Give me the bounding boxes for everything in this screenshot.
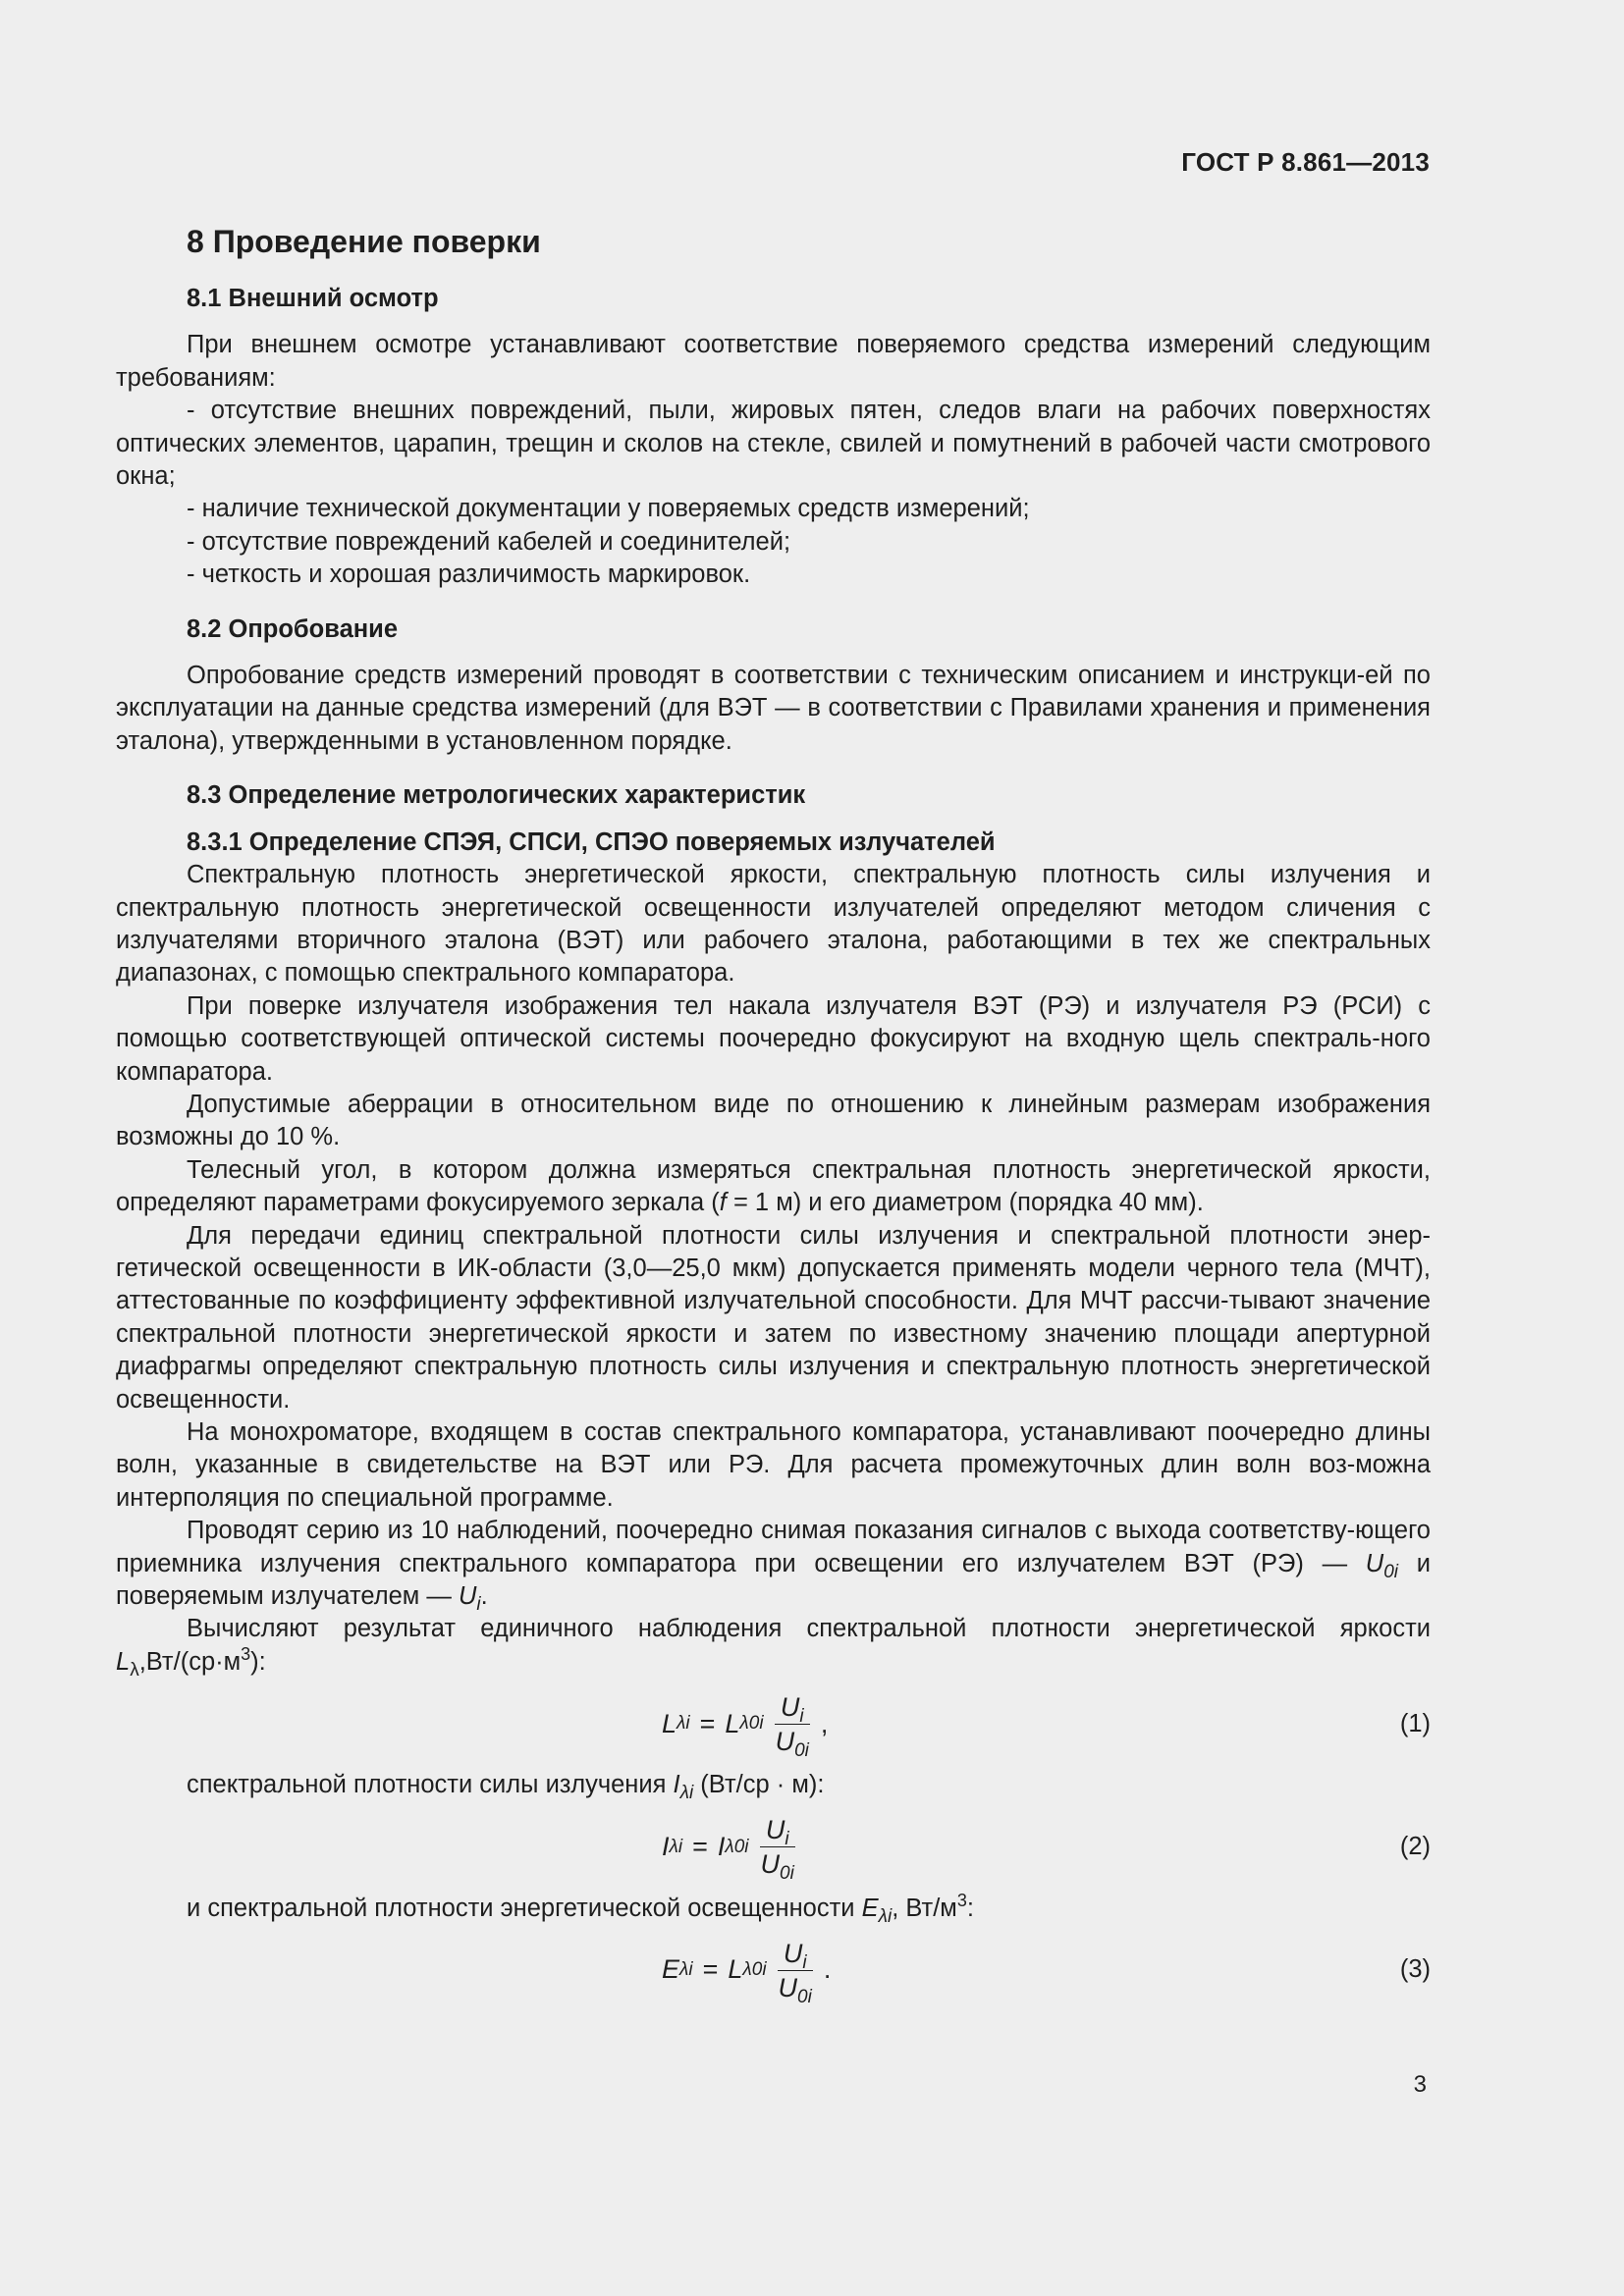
paragraph: спектральной плотности силы излучения $I_{\lambda i}$ (Вт/ср · м):	[187, 1771, 825, 1804]
formula-number: (3)	[1399, 1955, 1431, 1984]
paragraph: Вычисляют результат единичного наблюдения спектральной плотности энергетической яркости $L_\lambda,Вт/(ср\cdot м^3)$:	[116, 1615, 1431, 1681]
page-content	[116, 222, 1431, 2015]
subsection-8-3-title: 8.3 Определение метрологических характеристик	[187, 781, 806, 810]
page-number: 3	[1413, 2071, 1427, 2098]
paragraph: Для передачи единиц спектральной плотности силы излучения и спектральной плотности энер-гетической освещенности в ИК-области (3,0—25,0 мкм) допускается применять модели черного тела (МЧТ), аттестованные по коэффициенту эффективной излучательной способности. Для МЧТ рассчи-тывают значение спектральной плотности энергетической яркости и затем по известному значению площади апертурной диафрагмы определяют спектральную плотность силы излучения и спектральную плотность энергетической освещенности.	[116, 1221, 1431, 1414]
subsection-8-3-1-title: 8.3.1 Определение СПЭЯ, СПСИ, СПЭО поверяемых излучателей	[187, 828, 996, 856]
paragraph: Проводят серию из 10 наблюдений, поочередно снимая показания сигналов с выхода соответству-ющего приемника излучения спектрального компаратора при освещении его излучателем ВЭТ (РЭ) — $U_{0i}$ и поверяемым излучателем — $U_i$.	[116, 1517, 1431, 1616]
list-item: - отсутствие повреждений кабелей и соединителей;	[187, 527, 791, 556]
paragraph: Допустимые аберрации в относительном виде по отношению к линейным размерам изображения возможны до 10 %.	[116, 1090, 1431, 1151]
paragraph: При внешнем осмотре устанавливают соответствие поверяемого средства измерений следующим требованиям:	[116, 331, 1431, 392]
paragraph: Спектральную плотность энергетической яркости, спектральную плотность силы излучения и спектральную плотность энергетической освещенности излучателей определяют методом сличения с излучателями вторичного эталона (ВЭТ) или рабочего эталона, работающими в тех же спектральных диапазонах, с помощью спектрального компаратора.	[116, 861, 1431, 988]
subsection-8-2-title: 8.2 Опробование	[187, 614, 399, 643]
list-item: - отсутствие внешних повреждений, пыли, жировых пятен, следов влаги на рабочих поверхностях оптических элементов, царапин, трещин и сколов на стекле, свилей и помутнений в рабочей части смотрового окна;	[116, 397, 1431, 491]
formula-3: E λi = L λ0i $\frac{U_i}{U_{0i}}$ . (3)	[116, 1925, 1431, 2015]
paragraph: При поверке излучателя изображения тел накала излучателя ВЭТ (РЭ) и излучателя РЭ (РСИ) с помощью соответствующей оптической системы поочередно фокусируют на входную щель спектраль-ного компаратора.	[116, 991, 1431, 1086]
document-code: ГОСТ Р 8.861—2013	[1181, 147, 1430, 177]
paragraph: Опробование средств измерений проводят в соответствии с техническим описанием и инструкци-ей по эксплуатации на данные средства измерений (для ВЭТ — в соответствии с Правилами хранения и применения эталона), утвержденными в установленном порядке.	[116, 662, 1431, 755]
formula-number: (1)	[1399, 1709, 1431, 1737]
list-item: - четкость и хорошая различимость маркировок.	[187, 561, 751, 589]
formula-2: I λi = I λ0i $\frac{U_i}{U_{0i}}$ (2)	[116, 1802, 1431, 1893]
paragraph: и спектральной плотности энергетической освещенности $E_{\lambda i}$, $Вт/м^3$:	[187, 1890, 974, 1927]
list-item: - наличие технической документации у поверяемых средств измерений;	[187, 495, 1030, 523]
paragraph: На монохроматоре, входящем в состав спектрального компаратора, устанавливают поочередно длины волн, указанные в свидетельстве на ВЭТ или РЭ. Для расчета промежуточных длин волн воз-можна интерполяция по специальной программе.	[116, 1418, 1431, 1512]
formula-1: L λi = L λ0i $\frac{U_i}{U_{0i}}$ , (1)	[116, 1679, 1431, 1769]
subsection-8-1-title: 8.1 Внешний осмотр	[187, 285, 439, 312]
paragraph: Телесный угол, в котором должна измеряться спектральная плотность энергетической яркости, определяют параметрами фокусируемого зеркала (f = 1 м) и его диаметром (порядка 40 мм).	[116, 1155, 1431, 1217]
formula-number: (2)	[1399, 1832, 1431, 1860]
section-title: 8 Проведение поверки	[187, 224, 541, 259]
